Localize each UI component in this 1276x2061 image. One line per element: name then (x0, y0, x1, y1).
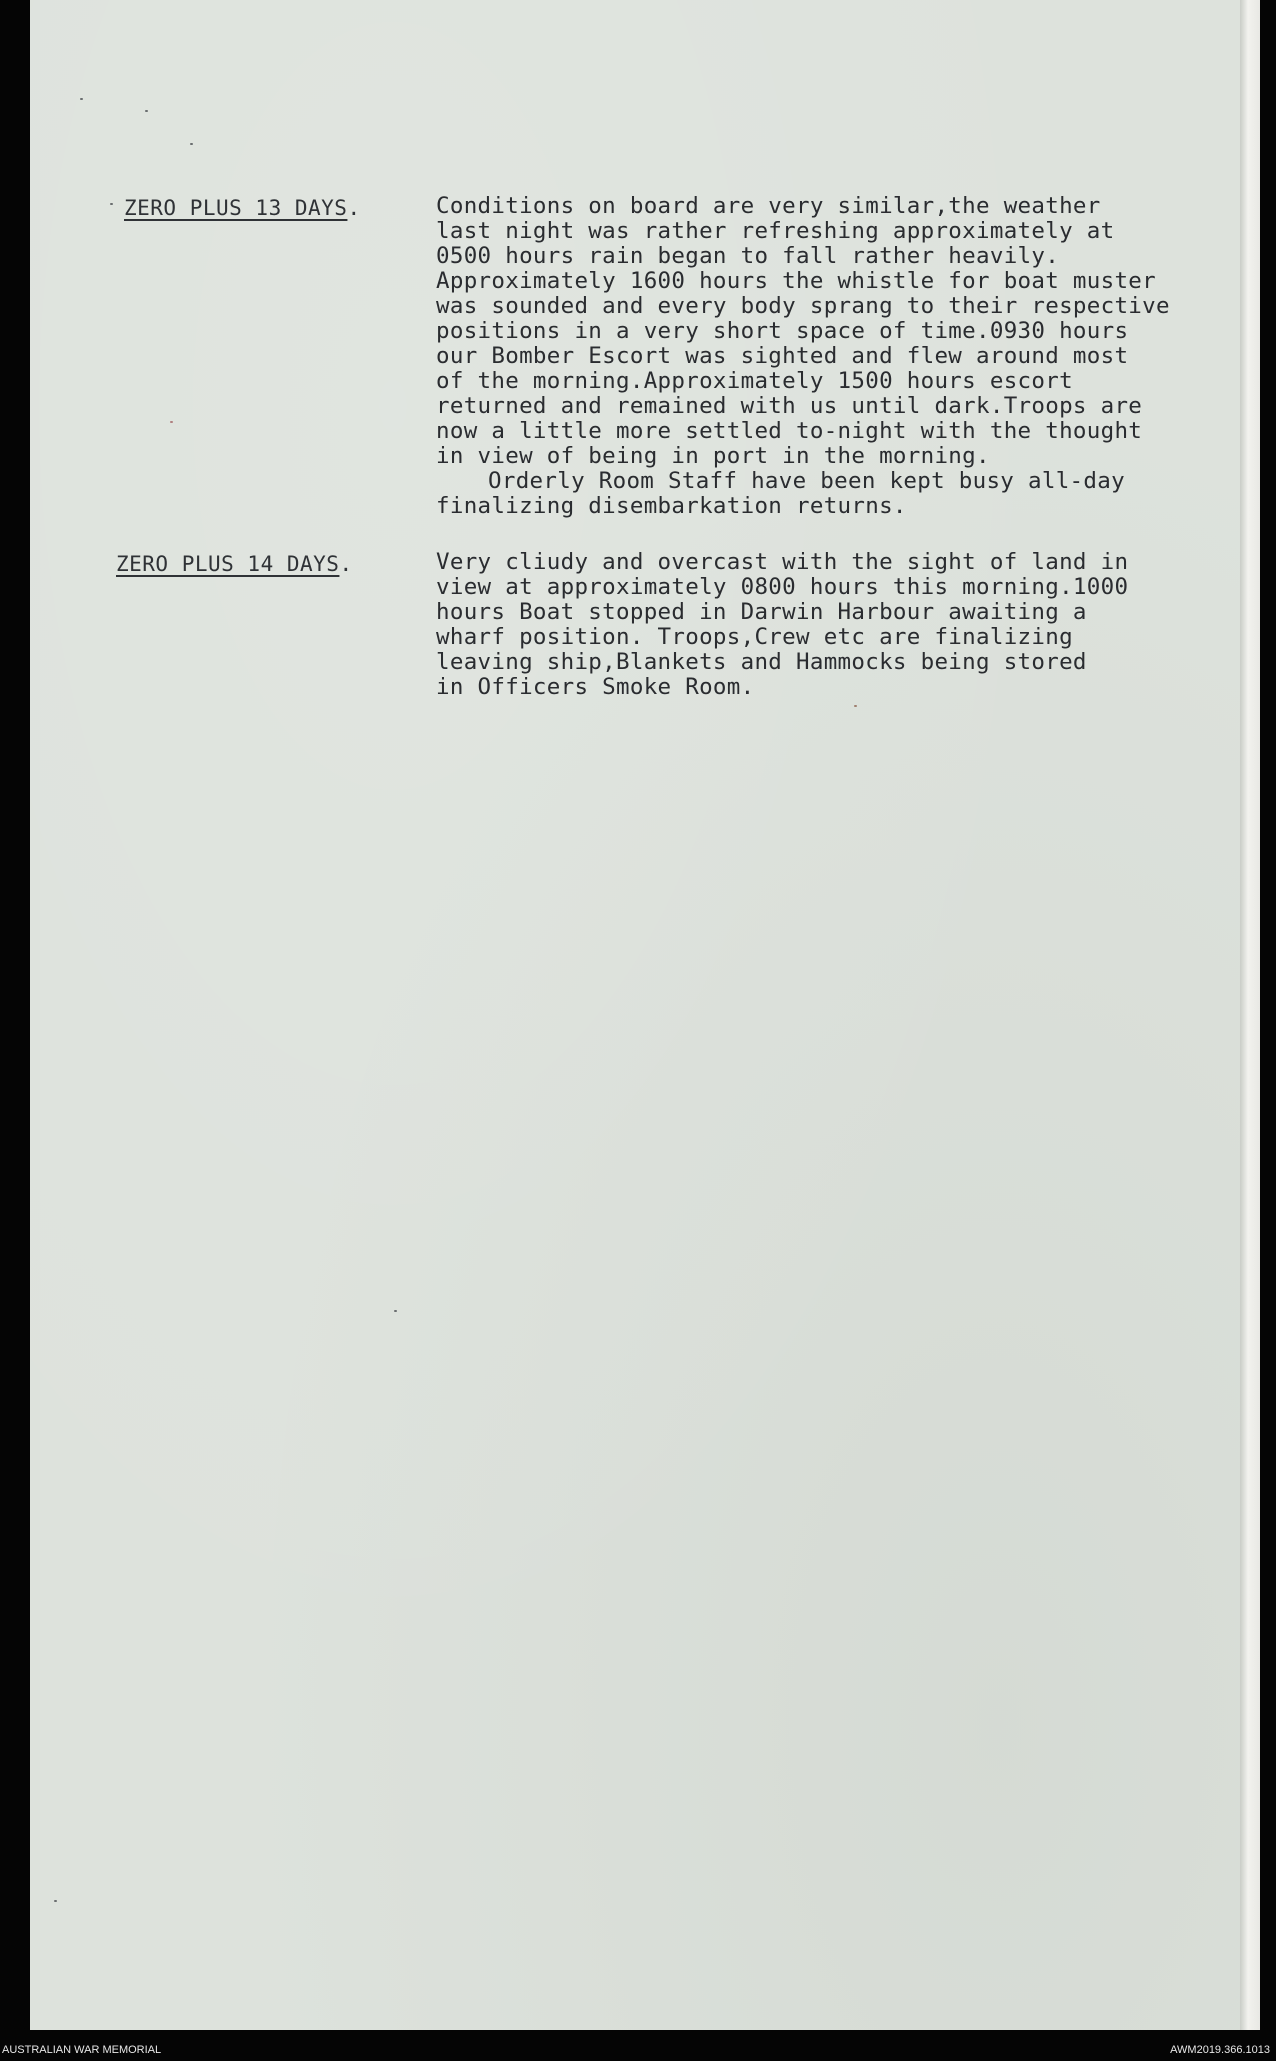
entry-line: returned and remained with us until dark.Troops are (436, 393, 1143, 419)
entry-line: in Officers Smoke Room. (436, 674, 755, 700)
footer-source: AUSTRALIAN WAR MEMORIAL (2, 2044, 162, 2056)
entry-line: Conditions on board are very similar,the weather (436, 193, 1101, 219)
paper-speck (110, 203, 113, 205)
footer-accession: AWM2019.366.1013 (1170, 2044, 1270, 2056)
entry-line: our Bomber Escort was sighted and flew around most (436, 343, 1129, 369)
paper-edge (1240, 0, 1260, 2030)
paper-speck (145, 110, 148, 112)
entry-heading-13: ZERO PLUS 13 DAYS. (124, 196, 361, 220)
paper-speck (54, 1900, 57, 1902)
entry-line: now a little more settled to-night with the thought (436, 418, 1143, 444)
entry-heading-14: ZERO PLUS 14 DAYS. (116, 552, 353, 576)
paper-speck (394, 1310, 397, 1312)
entry-line: last night was rather refreshing approximately at (436, 218, 1115, 244)
entry-body-13 (436, 194, 1170, 519)
paper-speck (80, 98, 83, 100)
typed-page (30, 0, 1240, 2030)
entry-line: was sounded and every body sprang to their respective (436, 293, 1170, 319)
entry-line: leaving ship,Blankets and Hammocks being stored (436, 649, 1087, 675)
entry-line: wharf position. Troops,Crew etc are finalizing (436, 624, 1073, 650)
entry-line: Orderly Room Staff have been kept busy all-day (488, 468, 1125, 494)
entry-line: 0500 hours rain began to fall rather heavily. (436, 243, 1060, 269)
entry-body-14 (436, 550, 1128, 700)
entry-line: positions in a very short space of time.0930 hours (436, 318, 1129, 344)
entry-line: hours Boat stopped in Darwin Harbour awaiting a (436, 599, 1087, 625)
paper-speck (190, 143, 193, 145)
entry-line: in view of being in port in the morning. (436, 443, 990, 469)
entry-line: Very cliudy and overcast with the sight of land in (436, 549, 1129, 575)
entry-line: finalizing disembarkation returns. (436, 493, 907, 519)
entry-line: view at approximately 0800 hours this morning.1000 (436, 574, 1129, 600)
paper-speck (854, 705, 857, 707)
entry-line: Approximately 1600 hours the whistle for boat muster (436, 268, 1156, 294)
paper-speck (170, 421, 173, 423)
entry-line: of the morning.Approximately 1500 hours escort (436, 368, 1073, 394)
